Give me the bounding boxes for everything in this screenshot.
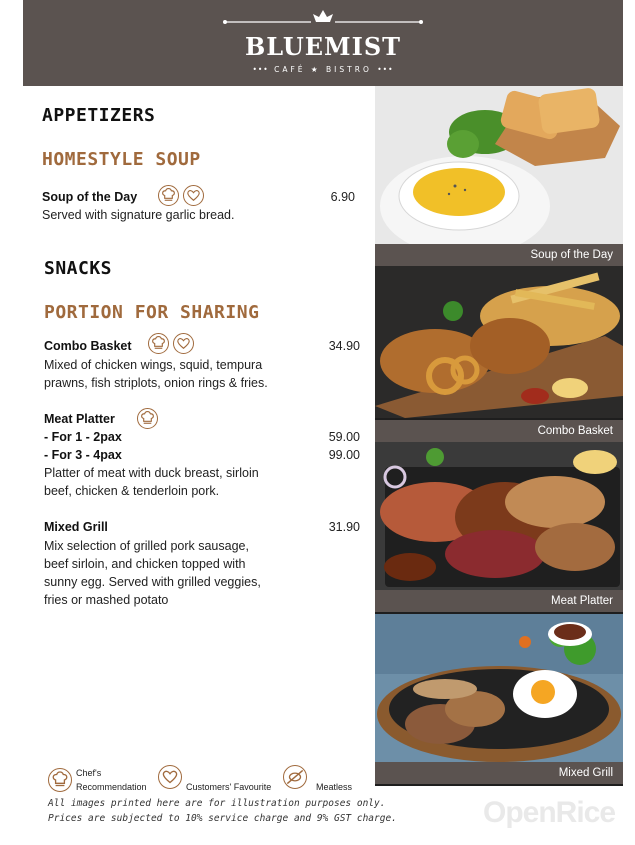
item-combo-price: 34.90 xyxy=(328,339,360,353)
item-grill-desc-3: sunny egg. Served with grilled veggies, xyxy=(44,575,261,589)
brand-subtitle: ••• CAFÉ ★ BISTRO ••• xyxy=(252,65,394,74)
section-appetizers: APPETIZERS xyxy=(42,105,156,126)
chef-hat-icon xyxy=(137,408,158,429)
caption-meat-platter: Meat Platter xyxy=(375,590,623,612)
item-grill-desc-2: beef sirloin, and chicken topped with xyxy=(44,557,246,571)
legend-chef-label: Chef's Recommendation xyxy=(76,768,147,792)
caption-combo-basket: Combo Basket xyxy=(375,420,623,442)
item-combo-desc-2: prawns, fish striplots, onion rings & fries. xyxy=(44,376,268,390)
photo-combo-basket xyxy=(375,266,623,418)
chef-hat-icon xyxy=(48,768,72,792)
photo-soup xyxy=(375,86,623,244)
item-platter-price-1: 59.00 xyxy=(328,430,360,444)
no-meat-icon xyxy=(283,765,307,789)
openrice-watermark: OpenRice xyxy=(483,796,616,829)
section-snacks: SNACKS xyxy=(44,258,113,279)
item-platter-price-2: 99.00 xyxy=(328,448,360,462)
section-portion-sharing: PORTION FOR SHARING xyxy=(44,302,260,323)
section-homestyle-soup: HOMESTYLE SOUP xyxy=(42,149,201,170)
footer-disclaimer-1: All images printed here are for illustration purposes only. xyxy=(48,798,386,809)
item-platter-desc-1: Platter of meat with duck breast, sirloin xyxy=(44,466,259,480)
header-banner xyxy=(23,0,623,86)
item-soup-name: Soup of the Day xyxy=(42,190,138,204)
item-platter-desc-2: beef, chicken & tenderloin pork. xyxy=(44,484,220,498)
item-grill-name: Mixed Grill xyxy=(44,520,108,534)
photo-meat-platter xyxy=(375,442,623,592)
item-soup-price: 6.90 xyxy=(330,190,355,204)
chef-hat-icon xyxy=(148,333,169,354)
item-platter-name: Meat Platter xyxy=(44,412,115,426)
chef-hat-icon xyxy=(158,185,179,206)
item-grill-desc-4: fries or mashed potato xyxy=(44,593,169,607)
item-combo-desc-1: Mixed of chicken wings, squid, tempura xyxy=(44,358,263,372)
item-platter-option-1: - For 1 - 2pax xyxy=(44,430,122,444)
caption-mixed-grill: Mixed Grill xyxy=(375,762,623,784)
item-grill-desc-1: Mix selection of grilled pork sausage, xyxy=(44,539,249,553)
heart-icon xyxy=(173,333,194,354)
legend-favourite-label: Customers' Favourite xyxy=(186,782,272,792)
photo-mixed-grill xyxy=(375,614,623,764)
crown-leaf-icon xyxy=(223,8,423,26)
caption-soup: Soup of the Day xyxy=(375,244,623,266)
heart-icon xyxy=(183,185,204,206)
item-combo-name: Combo Basket xyxy=(44,339,132,353)
item-soup-desc: Served with signature garlic bread. xyxy=(42,208,235,222)
logo xyxy=(23,14,623,74)
legend-meatless-label: Meatless xyxy=(316,782,353,792)
item-grill-price: 31.90 xyxy=(328,520,360,534)
item-platter-option-2: - For 3 - 4pax xyxy=(44,448,122,462)
heart-icon xyxy=(158,765,182,789)
footer-disclaimer-2: Prices are subjected to 10% service charge and 9% GST charge. xyxy=(48,813,397,824)
brand-name: BLUEMIST xyxy=(244,32,402,61)
